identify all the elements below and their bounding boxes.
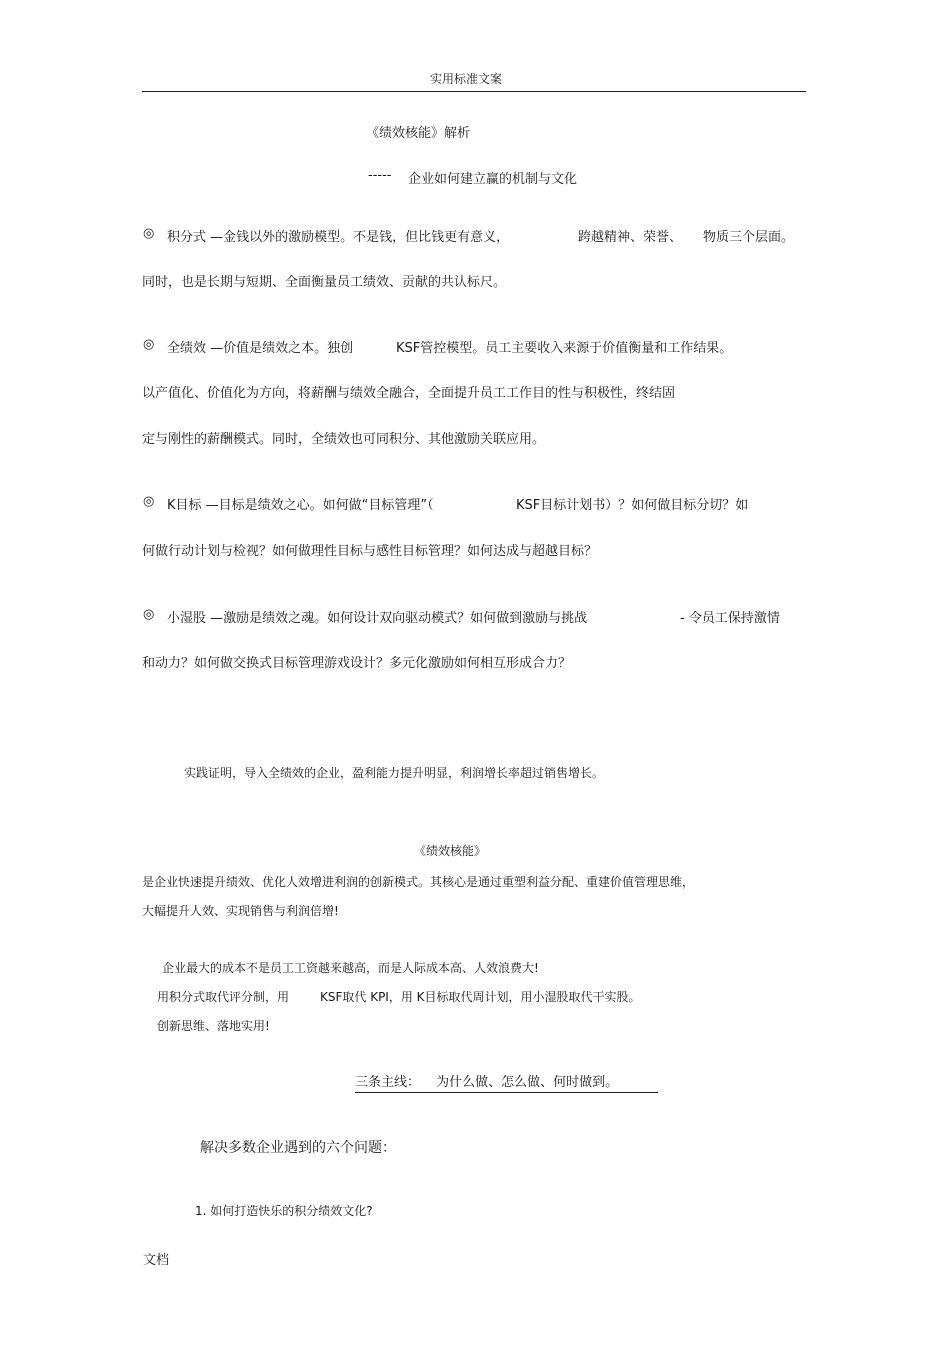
intro-title: 《绩效核能》 (414, 844, 487, 858)
main-lines (355, 1071, 658, 1093)
item-bullet: ◎ (143, 494, 155, 509)
item-text: KSF管控模型。员工主要收入来源于价值衡量和工作结果。 (396, 341, 733, 356)
main-lines-text: 为什么做、怎么做、何时做到。 (436, 1075, 619, 1090)
item-text: 以产值化、价值化为方向，将薪酬与绩效全融合，全面提升员工工作目的性与积极性，终结固 (142, 386, 676, 401)
main-lines-label: 三条主线： (355, 1075, 421, 1090)
item-text: 同时，也是长期与短期、全面衡量员工绩效、贡献的共认标尺。 (142, 275, 507, 290)
item-text: - 令员工保持激情 (680, 611, 780, 626)
cost-text: 企业最大的成本不是员工工资越来越高，而是人际成本高、人效浪费大! (162, 961, 539, 975)
item-text: KSF目标计划书）？如何做目标分切？如 (516, 498, 749, 513)
item-text: 积分式 —金钱以外的激励模型。不是钱，但比钱更有意义， (167, 230, 510, 245)
proof-statement: 实践证明，导入全绩效的企业，盈利能力提升明显，利润增长率超过销售增长。 (184, 766, 605, 780)
doc-title: 《绩效核能》解析 (366, 126, 471, 141)
item-bullet: ◎ (143, 607, 155, 622)
cost-text: 用积分式取代评分制，用 (157, 990, 290, 1004)
item-text: 定与刚性的薪酬模式。同时，全绩效也可同积分、其他激励关联应用。 (142, 432, 546, 447)
page-header: 实用标准文案 (430, 72, 503, 86)
item-text: 全绩效 —价值是绩效之本。独创 (167, 341, 354, 356)
cost-text: 创新思维、落地实用! (157, 1019, 270, 1033)
item-bullet: ◎ (143, 226, 155, 241)
doc-subtitle: 企业如何建立赢的机制与文化 (408, 172, 578, 187)
item-text: 物质三个层面。 (703, 230, 795, 245)
cost-text: KSF取代 KPI，用 K目标取代周计划，用小湿股取代干实股。 (320, 990, 641, 1004)
page-footer: 文档 (143, 1253, 170, 1268)
header-divider (142, 91, 806, 92)
item-text: 何做行动计划与检视？如何做理性目标与感性目标管理？如何达成与超越目标？ (142, 544, 598, 559)
problem-item: 1. 如何打造快乐的积分绩效文化? (195, 1204, 373, 1218)
item-text: 跨越精神、荣誉、 (578, 230, 683, 245)
item-text: 小湿股 —激励是绩效之魂。如何设计双向驱动模式？如何做到激励与挑战 (167, 611, 588, 626)
subtitle-dashes: ----- (368, 168, 392, 183)
item-bullet: ◎ (143, 337, 155, 352)
item-text: 和动力？如何做交换式目标管理游戏设计？多元化激励如何相互形成合力？ (142, 656, 572, 671)
item-text: K目标 —目标是绩效之心。如何做“目标管理”（ (167, 498, 434, 513)
intro-text: 是企业快速提升绩效、优化人效增进利润的创新模式。其核心是通过重塑利益分配、重建价值管理思维， (142, 875, 695, 889)
intro-text: 大幅提升人效、实现销售与利润倍增! (142, 904, 339, 918)
problems-heading: 解决多数企业遇到的六个问题： (200, 1140, 396, 1156)
